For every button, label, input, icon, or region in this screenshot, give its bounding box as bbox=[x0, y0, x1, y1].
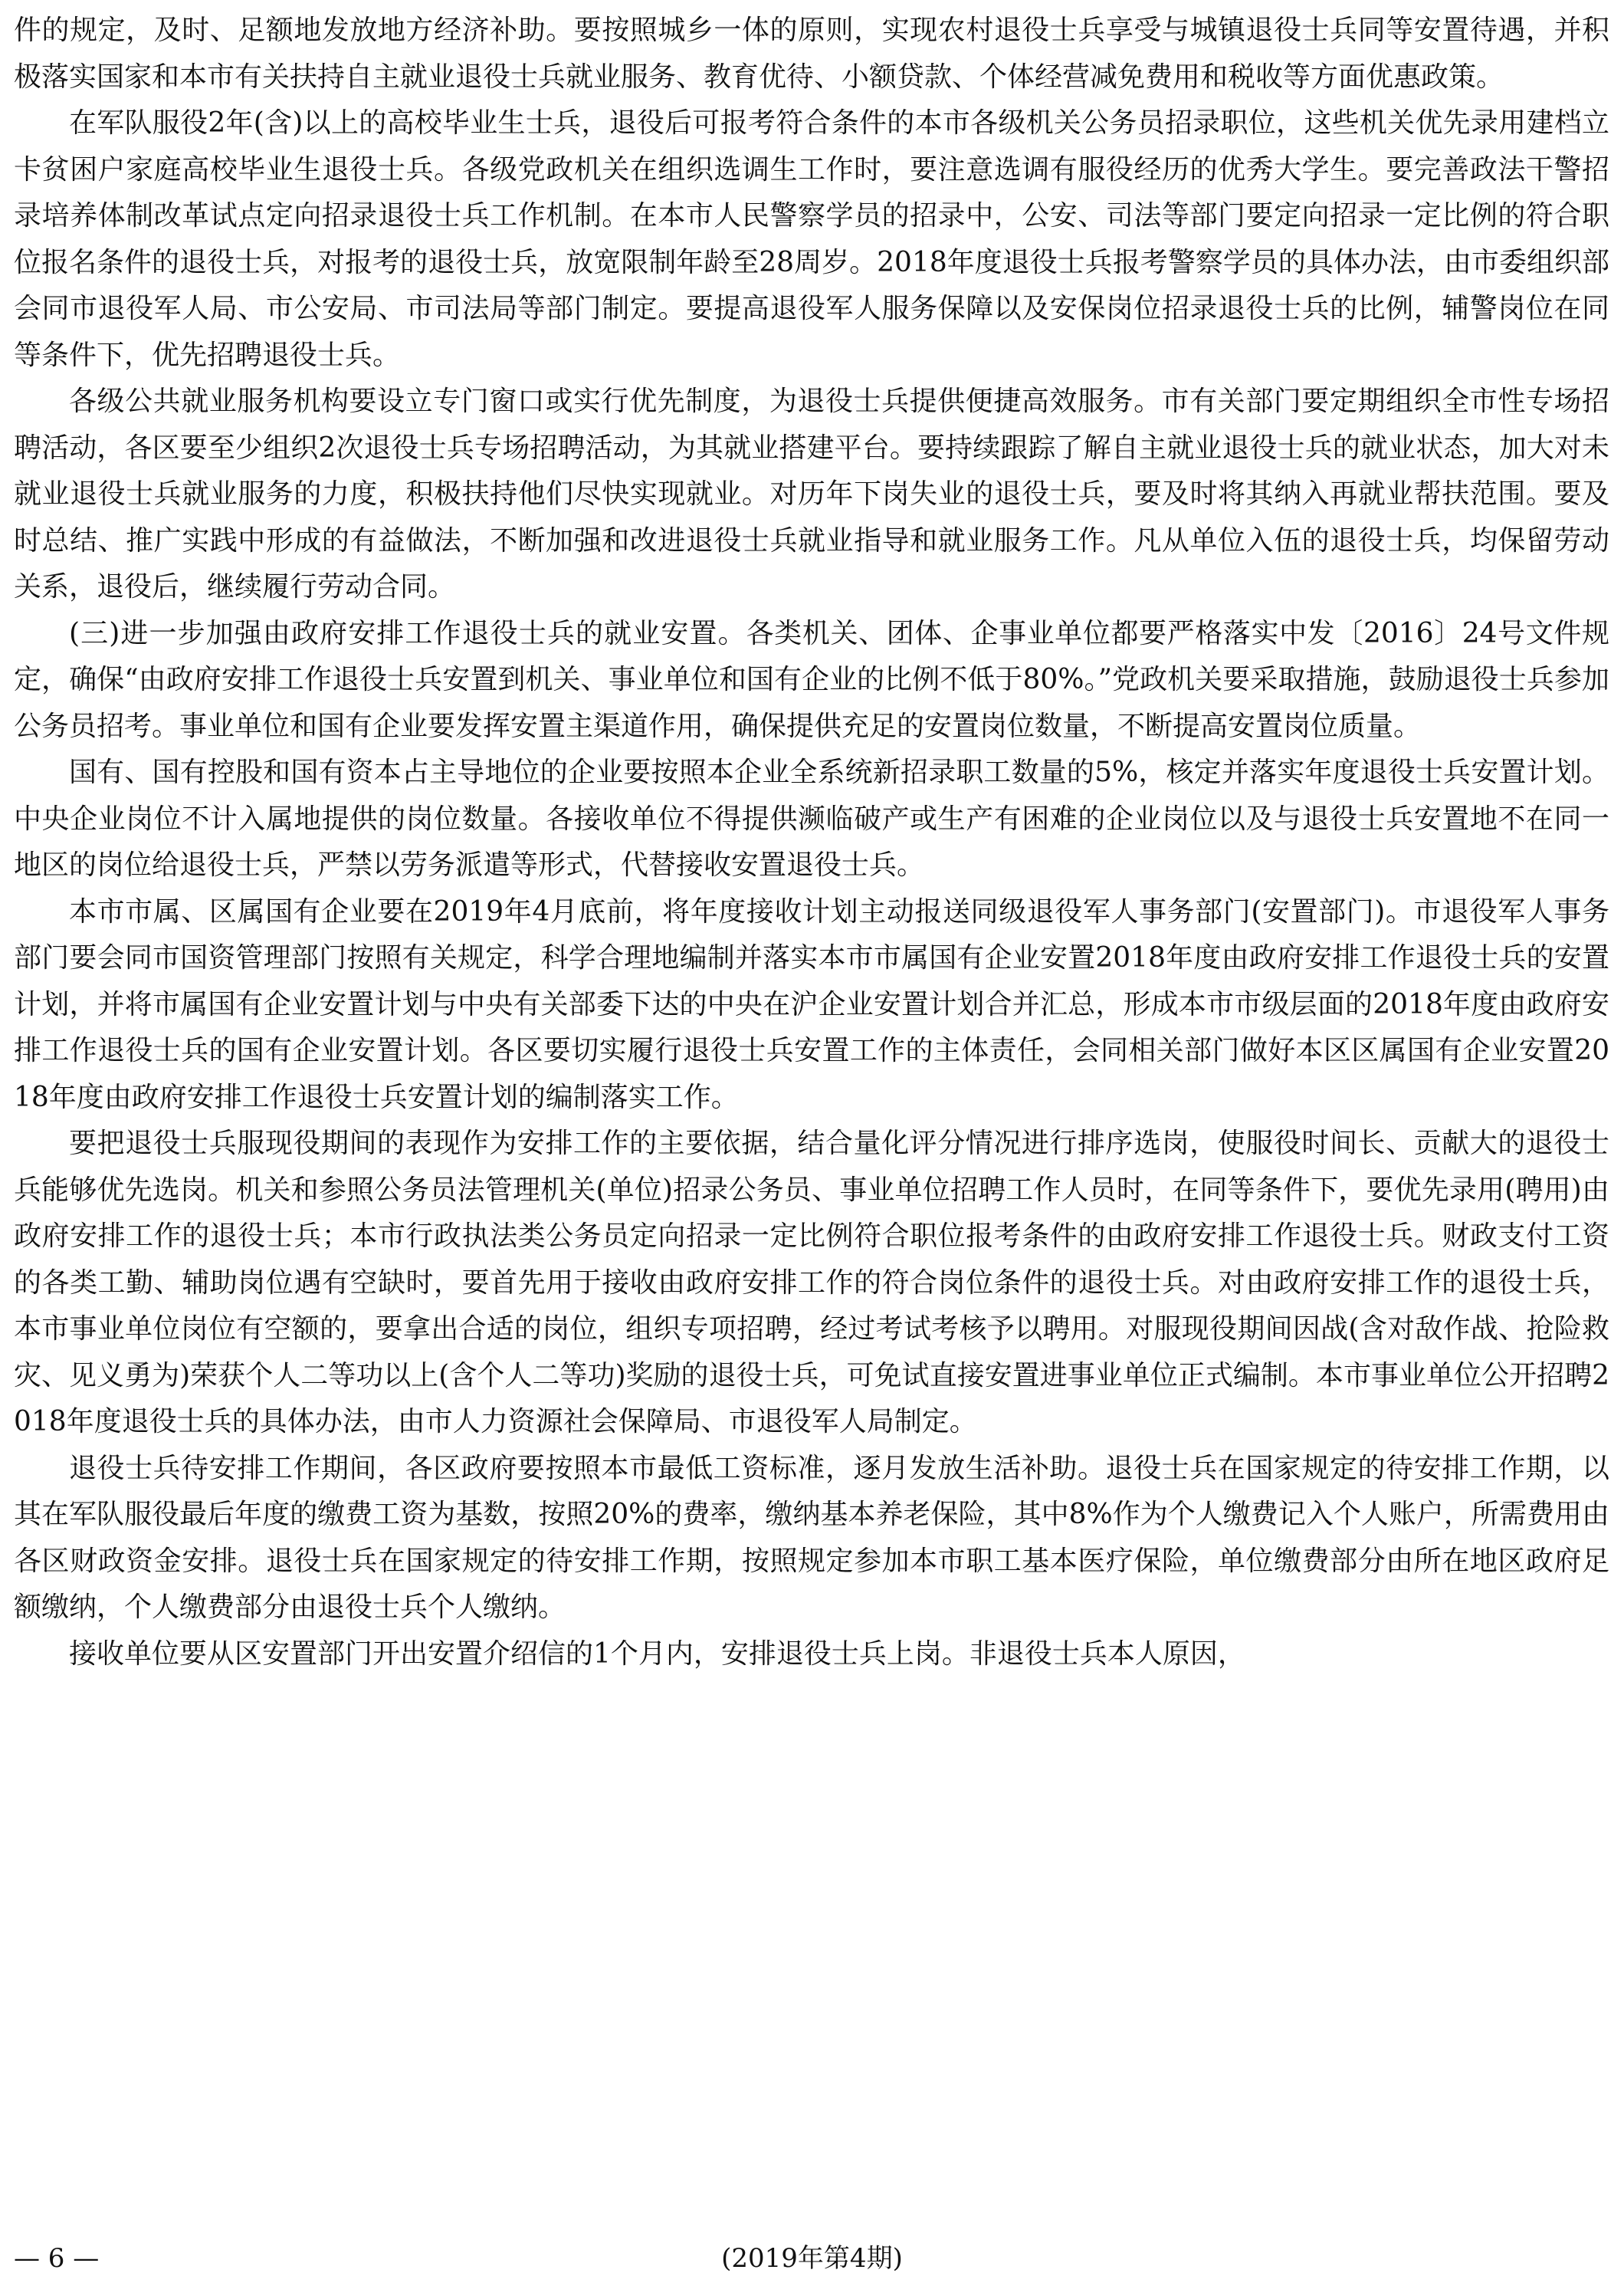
paragraph-4-text: 各类机关、团体、企事业单位都要严格落实中发〔2016〕24号文件规定，确保“由政府安排工作退役士兵安置到机关、事业单位和国有企业的比例不低于80%。”党政机关要采取措施，鼓励退役士兵参加公务员招考。事业单位和国有企业要发挥安置主渠道作用，确保提供充足的安置岗位数量，不断提高安置岗位质量。 bbox=[14, 617, 1609, 742]
paragraph-8 bbox=[14, 1446, 1609, 1631]
paragraph-3 bbox=[14, 379, 1609, 611]
document-body bbox=[14, 8, 1609, 1677]
section-heading: (三)进一步加强由政府安排工作退役士兵的就业安置。 bbox=[69, 617, 746, 649]
paragraph-7 bbox=[14, 1121, 1609, 1446]
paragraph-2 bbox=[14, 100, 1609, 379]
page-number: — 6 — bbox=[14, 2243, 100, 2274]
paragraph-2-text: 在军队服役2年(含)以上的高校毕业生士兵，退役后可报考符合条件的本市各级机关公务员招录职位，这些机关优先录用建档立卡贫困户家庭高校毕业生退役士兵。各级党政机关在组织选调生工作时，要注意选调有服役经历的优秀大学生。要完善政法干警招录培养体制改革试点定向招录退役士兵工作机制。在本市人民警察学员的招录中，公安、司法等部门要定向招录一定比例的符合职位报名条件的退役士兵，对报考的退役士兵，放宽限制年龄至28周岁。2018年度退役士兵报考警察学员的具体办法，由市委组织部会同市退役军人局、市公安局、市司法局等部门制定。要提高退役军人服务保障以及安保岗位招录退役士兵的比例，辅警岗位在同等条件下，优先招聘退役士兵。 bbox=[14, 107, 1609, 371]
paragraph-1-text: 件的规定，及时、足额地发放地方经济补助。要按照城乡一体的原则，实现农村退役士兵享受与城镇退役士兵同等安置待遇，并积极落实国家和本市有关扶持自主就业退役士兵就业服务、教育优待、小额贷款、个体经营减免费用和税收等方面优惠政策。 bbox=[14, 15, 1609, 93]
paragraph-8-text: 退役士兵待安排工作期间，各区政府要按照本市最低工资标准，逐月发放生活补助。退役士兵在国家规定的待安排工作期，以其在军队服役最后年度的缴费工资为基数，按照20%的费率，缴纳基本养老保险，其中8%作为个人缴费记入个人账户，所需费用由各区财政资金安排。退役士兵在国家规定的待安排工作期，按照规定参加本市职工基本医疗保险，单位缴费部分由所在地区政府足额缴纳，个人缴费部分由退役士兵个人缴纳。 bbox=[14, 1452, 1609, 1623]
paragraph-5 bbox=[14, 750, 1609, 889]
page-footer bbox=[14, 2237, 1610, 2280]
issue-label: (2019年第4期) bbox=[721, 2243, 903, 2274]
paragraph-7-text: 要把退役士兵服现役期间的表现作为安排工作的主要依据，结合量化评分情况进行排序选岗，使服役时间长、贡献大的退役士兵能够优先选岗。机关和参照公务员法管理机关(单位)招录公务员、事业单位招聘工作人员时，在同等条件下，要优先录用(聘用)由政府安排工作的退役士兵；本市行政执法类公务员定向招录一定比例符合职位报考条件的由政府安排工作退役士兵。财政支付工资的各类工勤、辅助岗位遇有空缺时，要首先用于接收由政府安排工作的符合岗位条件的退役士兵。对由政府安排工作的退役士兵，本市事业单位岗位有空额的，要拿出合适的岗位，组织专项招聘，经过考试考核予以聘用。对服现役期间因战(含对敌作战、抢险救灾、见义勇为)荣获个人二等功以上(含个人二等功)奖励的退役士兵，可免试直接安置进事业单位正式编制。本市事业单位公开招聘2018年度退役士兵的具体办法，由市人力资源社会保障局、市退役军人局制定。 bbox=[14, 1128, 1609, 1437]
paragraph-4 bbox=[14, 611, 1609, 751]
paragraph-6 bbox=[14, 889, 1609, 1122]
paragraph-3-text: 各级公共就业服务机构要设立专门窗口或实行优先制度，为退役士兵提供便捷高效服务。市有关部门要定期组织全市性专场招聘活动，各区要至少组织2次退役士兵专场招聘活动，为其就业搭建平台。要持续跟踪了解自主就业退役士兵的就业状态，加大对未就业退役士兵就业服务的力度，积极扶持他们尽快实现就业。对历年下岗失业的退役士兵，要及时将其纳入再就业帮扶范围。要及时总结、推广实践中形成的有益做法，不断加强和改进退役士兵就业指导和就业服务工作。凡从单位入伍的退役士兵，均保留劳动关系，退役后，继续履行劳动合同。 bbox=[14, 386, 1609, 603]
paragraph-9-text: 接收单位要从区安置部门开出安置介绍信的1个月内，安排退役士兵上岗。非退役士兵本人原因， bbox=[69, 1637, 1245, 1670]
paragraph-6-text: 本市市属、区属国有企业要在2019年4月底前，将年度接收计划主动报送同级退役军人事务部门(安置部门)。市退役军人事务部门要会同市国资管理部门按照有关规定，科学合理地编制并落实本市市属国有企业安置2018年度由政府安排工作退役士兵的安置计划，并将市属国有企业安置计划与中央有关部委下达的中央在沪企业安置计划合并汇总，形成本市市级层面的2018年度由政府安排工作退役士兵的国有企业安置计划。各区要切实履行退役士兵安置工作的主体责任，会同相关部门做好本区区属国有企业安置2018年度由政府安排工作退役士兵安置计划的编制落实工作。 bbox=[14, 895, 1609, 1113]
paragraph-9 bbox=[14, 1631, 1609, 1678]
paragraph-1 bbox=[14, 8, 1609, 100]
paragraph-5-text: 国有、国有控股和国有资本占主导地位的企业要按照本企业全系统新招录职工数量的5%，核定并落实年度退役士兵安置计划。中央企业岗位不计入属地提供的岗位数量。各接收单位不得提供濒临破产或生产有困难的企业岗位以及与退役士兵安置地不在同一地区的岗位给退役士兵，严禁以劳务派遣等形式，代替接收安置退役士兵。 bbox=[14, 757, 1609, 881]
